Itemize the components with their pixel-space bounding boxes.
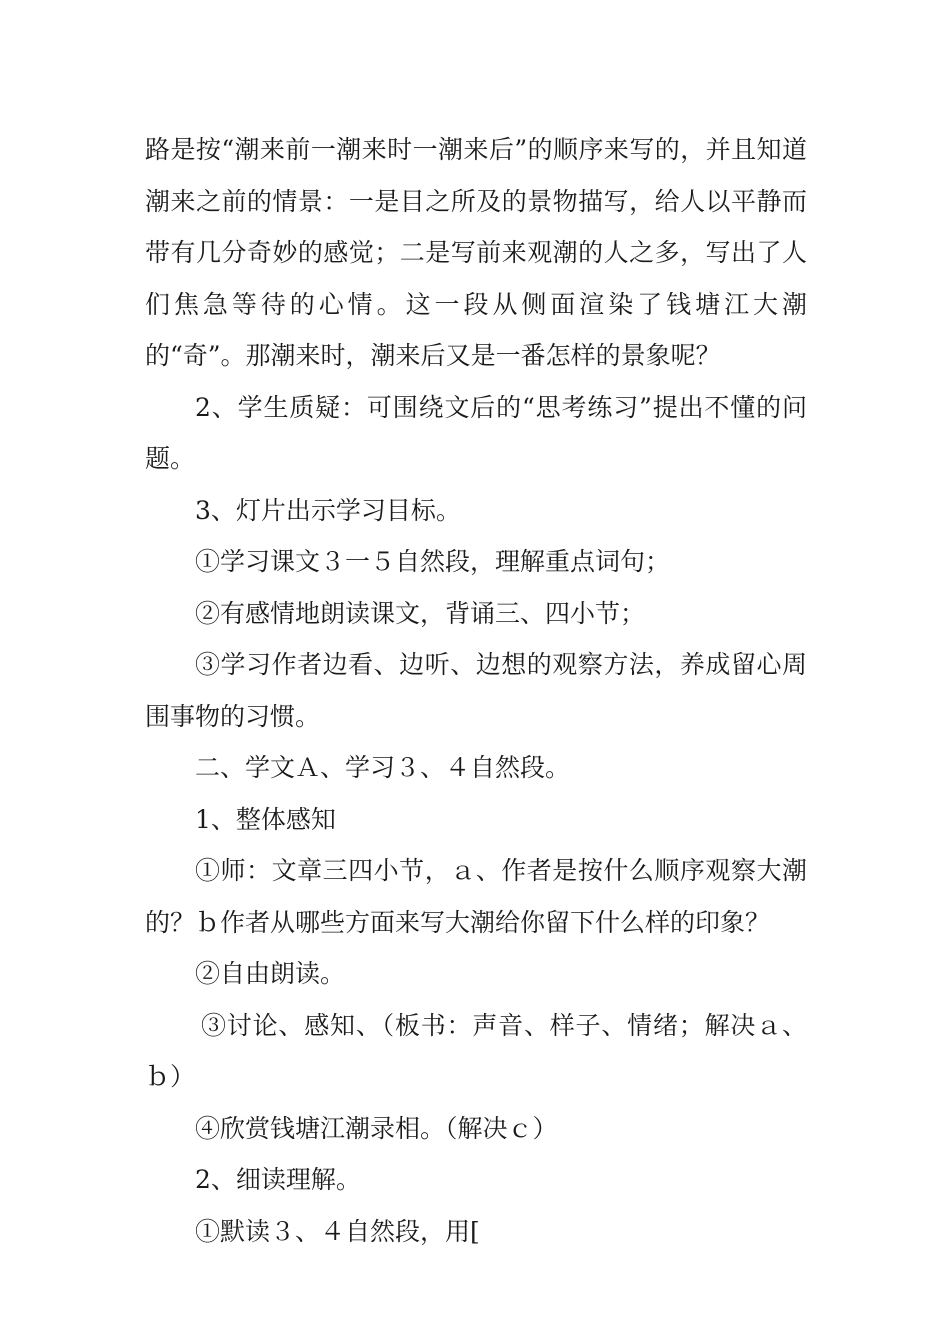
list-item-teacher-question: ①师：文章三四小节，ａ、作者是按什么顺序观察大潮的？ｂ作者从哪些方面来写大潮给你留下什么样的印象？ bbox=[145, 856, 807, 937]
paragraph-learning-goals-heading: 3、灯片出示学习目标。 bbox=[195, 495, 461, 525]
paragraph-continued: 路是按“潮来前一潮来时一潮来后”的顺序来写的，并且知道潮来之前的情景：一是目之所及的景物描写，给人以平静而带有几分奇妙的感觉；二是写前来观潮的人之多，写出了人们焦急等待的心情。这一段从侧面渲染了钱塘江大潮的“奇”。那潮来时，潮来后又是一番怎样的景象呢？ bbox=[145, 135, 807, 370]
document-body bbox=[145, 124, 807, 1257]
list-item-free-reading: ②自由朗读。 bbox=[195, 959, 346, 988]
paragraph-student-questions: 2、学生质疑：可围绕文后的“思考练习”提出不懂的问题。 bbox=[145, 392, 807, 473]
list-item-discussion: ③讨论、感知、（板书：声音、样子、情绪；解决ａ、ｂ） bbox=[145, 1010, 807, 1091]
list-item-goal-2: ②有感情地朗读课文，背诵三、四小节； bbox=[195, 598, 646, 628]
list-item-goal-1: ①学习课文３一５自然段，理解重点词句； bbox=[195, 547, 671, 576]
subheading-close-reading: 2、细读理解。 bbox=[195, 1165, 361, 1194]
list-item-goal-3: ③学习作者边看、边听、边想的观察方法，养成留心周围事物的习惯。 bbox=[145, 650, 807, 731]
subheading-overall-perception: 1、整体感知 bbox=[195, 804, 336, 834]
section-heading-study-text: 二、学文Ａ、学习３、４自然段。 bbox=[195, 753, 571, 782]
list-item-silent-reading: ①默读３、４自然段，用[ bbox=[195, 1216, 480, 1246]
list-item-video: ④欣赏钱塘江潮录相。（解决ｃ） bbox=[195, 1113, 558, 1143]
